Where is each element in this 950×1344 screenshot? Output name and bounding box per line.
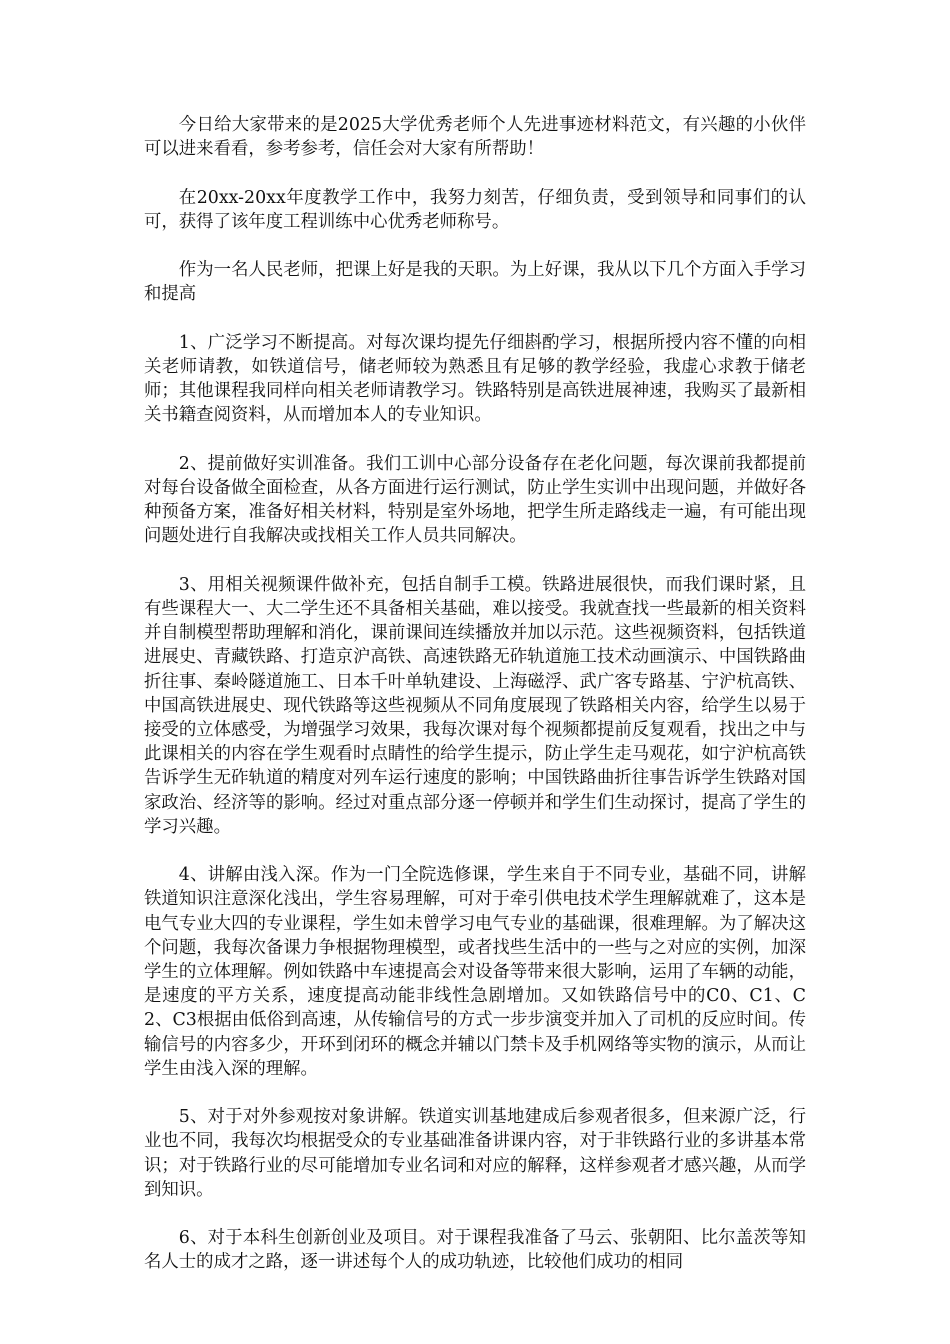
- mission-paragraph: 作为一名人民老师，把课上好是我的天职。为上好课，我从以下几个方面入手学习和提高: [144, 260, 806, 305]
- intro-paragraph: 今日给大家带来的是2025大学优秀老师个人先进事迹材料范文，有兴趣的小伙伴可以进来看看，参考参考，信任会对大家有所帮助！: [144, 115, 806, 160]
- point-5-paragraph: 5、对于对外参观按对象讲解。铁道实训基地建成后参观者很多，但来源广泛，行业也不同，我每次均根据受众的专业基础准备讲课内容，对于非铁路行业的多讲基本常识；对于铁路行业的尽可能增加专业名词和对应的解释，这样参观者才感兴趣，从而学到知识。: [144, 1107, 806, 1200]
- point-3-paragraph: 3、用相关视频课件做补充，包括自制手工模。铁路进展很快，而我们课时紧，且有些课程大一、大二学生还不具备相关基础，难以接受。我就查找一些最新的相关资料并自制模型帮助理解和消化，课前课间连续播放并加以示范。这些视频资料，包括铁道进展史、青藏铁路、打造京沪高铁、高速铁路无砟轨道施工技术动画演示、中国铁路曲折往事、秦岭隧道施工、日本千叶单轨建设、上海磁浮、武广客专路基、宁沪杭高铁、中国高铁进展史、现代铁路等这些视频从不同角度展现了铁路相关内容，给学生以易于接受的立体感受，为增强学习效果，我每次课对每个视频都提前反复观看，找出之中与此课相关的内容在学生观看时点睛性的给学生提示，防止学生走马观花，如宁沪杭高铁告诉学生无砟轨道的精度对列车运行速度的影响；中国铁路曲折往事告诉学生铁路对国家政治、经济等的影响。经过对重点部分逐一停顿并和学生们生动探讨，提高了学生的学习兴趣。: [144, 574, 806, 837]
- summary-paragraph: 在20xx-20xx年度教学工作中，我努力刻苦，仔细负责，受到领导和同事们的认可，获得了该年度工程训练中心优秀老师称号。: [144, 187, 806, 232]
- point-2-paragraph: 2、提前做好实训准备。我们工训中心部分设备存在老化问题，每次课前我都提前对每台设备做全面检查，从各方面进行运行测试，防止学生实训中出现问题，并做好各种预备方案，准备好相关材料，特别是室外场地，把学生所走路线走一遍，有可能出现问题处进行自我解决或找相关工作人员共同解决。: [144, 453, 806, 547]
- document-body: [144, 113, 806, 1299]
- point-1-paragraph: 1、广泛学习不断提高。对每次课均提先仔细斟酌学习，根据所授内容不懂的向相关老师请教，如铁道信号，储老师较为熟悉且有足够的教学经验，我虚心求教于储老师；其他课程我同样向相关老师请教学习。铁路特别是高铁进展神速，我购买了最新相关书籍查阅资料，从而增加本人的专业知识。: [144, 332, 806, 426]
- point-6-paragraph: 6、对于本科生创新创业及项目。对于课程我准备了马云、张朝阳、比尔盖茨等知名人士的成才之路，逐一讲述每个人的成功轨迹，比较他们成功的相同: [144, 1228, 806, 1273]
- point-4-paragraph: 4、讲解由浅入深。作为一门全院选修课，学生来自于不同专业，基础不同，讲解铁道知识注意深化浅出，学生容易理解，可对于牵引供电技术学生理解就难了，这本是电气专业大四的专业课程，学生如未曾学习电气专业的基础课，很难理解。为了解决这个问题，我每次备课力争根据物理模型，或者找些生活中的一些与之对应的实例，加深学生的立体理解。例如铁路中车速提高会对设备等带来很大影响，运用了车辆的动能，是速度的平方关系，速度提高动能非线性急剧增加。又如铁路信号中的C0、C1、C2、C3根据由低俗到高速，从传输信号的方式一步步演变并加入了司机的反应时间。传输信号的内容多少，开环到闭环的概念并辅以门禁卡及手机网络等实物的演示，从而让学生由浅入深的理解。: [144, 865, 806, 1079]
